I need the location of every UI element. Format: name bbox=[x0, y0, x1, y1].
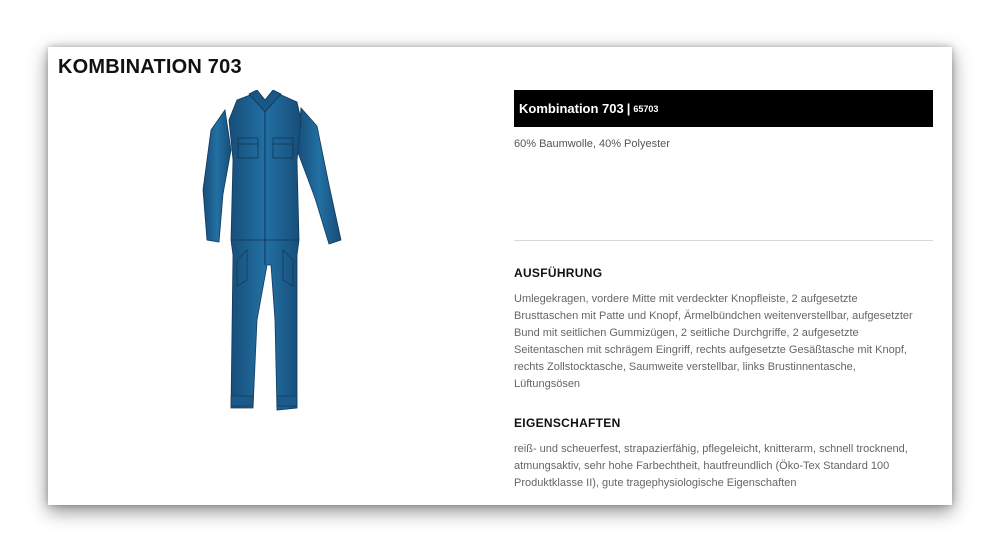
coverall-product-image[interactable] bbox=[193, 90, 353, 415]
product-name: Kombination 703 bbox=[519, 101, 624, 116]
ausfuehrung-line: rechts Zollstocktasche, Saumweite verstellbar, links Brustinnentasche, bbox=[514, 361, 856, 373]
ausfuehrung-line: Seitentaschen mit schrägem Eingriff, rechts aufgesetzte Gesäßtasche mit Knopf, bbox=[514, 344, 907, 356]
ausfuehrung-line: Bund mit seitlichen Gummizügen, 2 seitliche Durchgriffe, 2 aufgesetzte bbox=[514, 327, 859, 339]
product-code: 65703 bbox=[633, 103, 659, 114]
section-divider bbox=[514, 240, 933, 241]
product-material: 60% Baumwolle, 40% Polyester bbox=[514, 138, 670, 150]
ausfuehrung-text bbox=[514, 291, 929, 393]
product-details bbox=[514, 47, 934, 505]
ausfuehrung-heading: AUSFÜHRUNG bbox=[514, 266, 603, 280]
page-title: KOMBINATION 703 bbox=[58, 56, 242, 78]
eigenschaften-heading: EIGENSCHAFTEN bbox=[514, 416, 621, 430]
product-card bbox=[48, 47, 952, 505]
ausfuehrung-line: Brusttaschen mit Patte und Knopf, Ärmelbündchen weitenverstellbar, aufgesetzter bbox=[514, 310, 913, 322]
eigenschaften-line: Produktklasse II), gute tragephysiologische Eigenschaften bbox=[514, 477, 797, 489]
eigenschaften-line: reiß- und scheuerfest, strapazierfähig, pflegeleicht, knitterarm, schnell trocknend, bbox=[514, 443, 908, 455]
eigenschaften-line: atmungsaktiv, sehr hohe Farbechtheit, hautfreundlich (Öko-Tex Standard 100 bbox=[514, 460, 890, 472]
product-name-bar bbox=[514, 90, 933, 127]
ausfuehrung-line: Lüftungsösen bbox=[514, 378, 581, 390]
eigenschaften-text bbox=[514, 441, 929, 492]
name-separator: | bbox=[626, 101, 631, 116]
ausfuehrung-line: Umlegekragen, vordere Mitte mit verdeckter Knopfleiste, 2 aufgesetzte bbox=[514, 293, 858, 305]
